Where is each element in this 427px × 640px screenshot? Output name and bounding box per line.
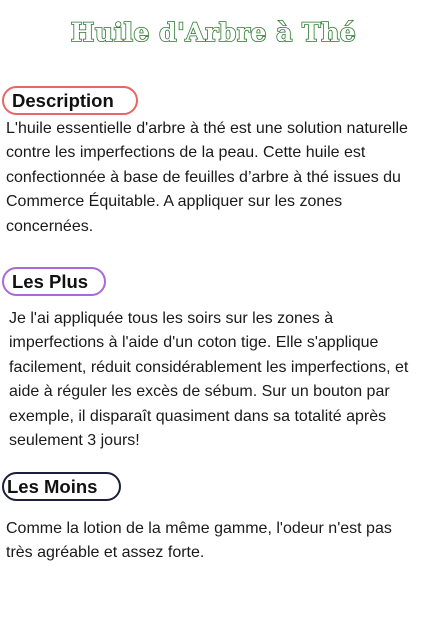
description-heading: Description — [2, 86, 138, 115]
page-title: Huile d'Arbre à Thé — [70, 18, 357, 47]
plus-heading: Les Plus — [2, 267, 106, 296]
moins-heading: Les Moins — [2, 472, 121, 501]
description-text: L'huile essentielle d'arbre à thé est une solution naturelle contre les imperfections de la peau. Cette huile est confectionnée à base de feuilles d’arbre à thé issues du Commerce Équitable. A appliquer sur les zones concernées. — [6, 120, 408, 235]
plus-text: Je l'ai appliquée tous les soirs sur les zones à imperfections à l'aide d'un coton tige. Elle s'applique facilement, réduit considérablement les imperfections, et aide à réguler les excès de sébum. Sur un bouton par exemple, il disparaît quasiment dans sa totalité après seulement 3 jours! — [9, 310, 409, 450]
moins-text: Comme la lotion de la même gamme, l'odeur n'est pas très agréable et assez forte. — [6, 520, 392, 562]
